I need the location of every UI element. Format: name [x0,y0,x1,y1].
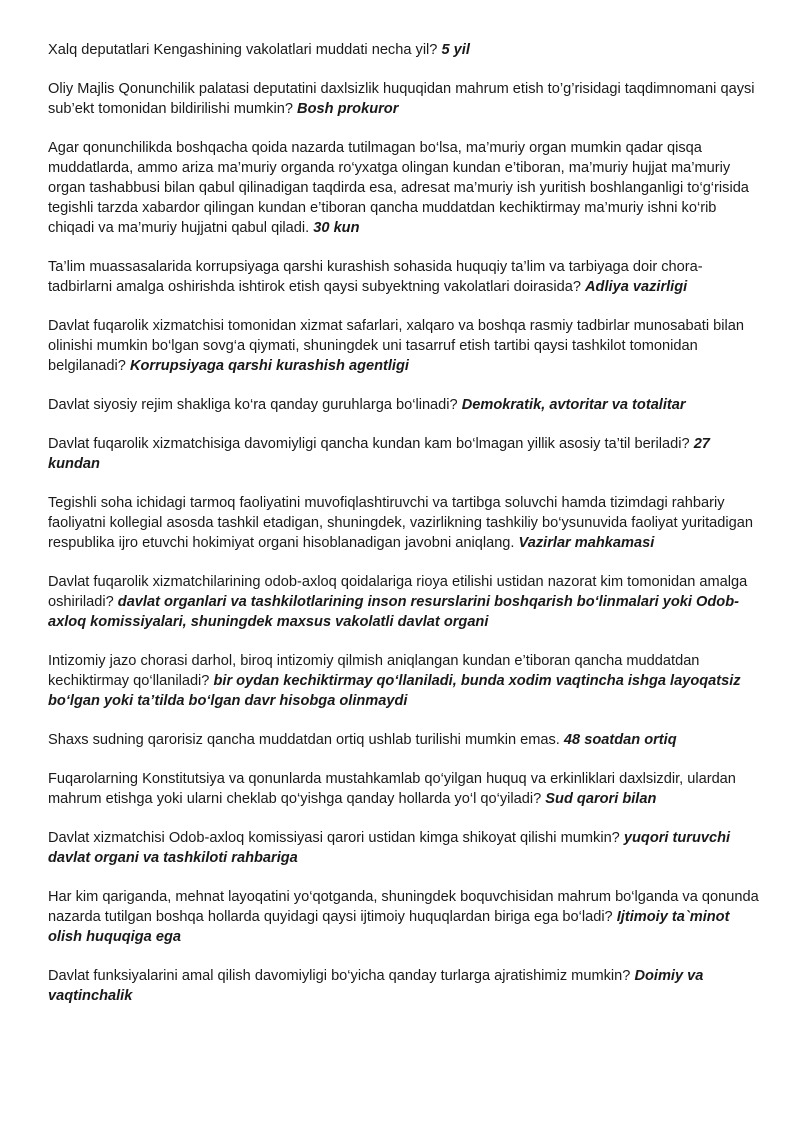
qa-item [48,966,760,1006]
answer-text: Vazirlar mahkamasi [518,535,655,551]
qa-item [48,138,760,238]
question-text: Oliy Majlis Qonunchilik palatasi deputatini daxlsizlik huquqidan mahrum etish to’g’risidagi taqdimnomani qaysi sub’ekt tomonidan bildirilishi mumkin? [48,81,755,117]
answer-text: bir oydan kechiktirmay qo‘llaniladi, bunda xodim vaqtincha ishga layoqatsiz bo‘lgan yoki ta’tilda bo‘lgan davr hisobga olinmaydi [48,673,741,709]
question-text: Davlat xizmatchisi Odob-axloq komissiyasi qarori ustidan kimga shikoyat qilishi mumkin? [48,830,620,846]
qa-item [48,828,760,868]
qa-item [48,395,760,415]
answer-text: davlat organlari va tashkilotlarining inson resurslarini boshqarish bo‘linmalari yoki Odob-axloq komissiyalari, shuningdek maxsus vakolatli davlat organi [48,594,739,630]
qa-item [48,79,760,119]
question-text: Xalq deputatlari Kengashining vakolatlari muddati necha yil? [48,42,438,58]
qa-item [48,651,760,711]
question-text: Tegishli soha ichidagi tarmoq faoliyatini muvofiqlashtiruvchi va tartibga soluvchi hamda tizimdagi rahbariy faoliyatni kollegial asosda tashkil etadigan, shuningdek, vazirlikning tashkiliy bo‘ysunuvida faoliyat yuritadigan respublika ijro etuvchi hokimiyat organi hisoblanadigan javobni aniqlang. [48,495,753,551]
answer-text: Bosh prokuror [297,101,399,117]
qa-item [48,769,760,809]
answer-text: Doimiy va vaqtinchalik [48,968,704,1004]
qa-item [48,887,760,947]
answer-text: 30 kun [313,220,360,236]
question-text: Shaxs sudning qarorisiz qancha muddatdan ortiq ushlab turilishi mumkin emas. [48,732,560,748]
qa-item [48,316,760,376]
question-text: Davlat siyosiy rejim shakliga ko‘ra qanday guruhlarga bo‘linadi? [48,397,458,413]
question-text: Davlat fuqarolik xizmatchilarining odob-axloq qoidalariga rioya etilishi ustidan nazorat kim tomonidan amalga oshiriladi? [48,574,748,610]
qa-item [48,434,760,474]
answer-text: 5 yil [441,42,470,58]
answer-text: Adliya vazirligi [585,279,688,295]
question-text: Davlat fuqarolik xizmatchisi tomonidan xizmat safarlari, xalqaro va boshqa rasmiy tadbirlar munosabati bilan olinishi mumkin bo‘lgan sovg‘a qiymati, shuningdek uni tasarruf etish tartibi qaysi tashkilot tomonidan belgilanadi? [48,318,744,374]
question-text: Davlat fuqarolik xizmatchisiga davomiyligi qancha kundan kam bo‘lmagan yillik asosiy ta’til beriladi? [48,436,690,452]
answer-text: 27 kundan [48,436,710,472]
question-text: Intizomiy jazo chorasi darhol, biroq intizomiy qilmish aniqlangan kundan e’tiboran qancha muddatdan kechiktirmay qo‘llaniladi? [48,653,700,689]
qa-item [48,572,760,632]
qa-item [48,257,760,297]
qa-item [48,493,760,553]
question-text: Davlat funksiyalarini amal qilish davomiyligi bo‘yicha qanday turlarga ajratishimiz mumkin? [48,968,631,984]
answer-text: Sud qarori bilan [545,791,657,807]
answer-text: Ijtimoiy ta`minot olish huquqiga ega [48,909,730,945]
answer-text: Korrupsiyaga qarshi kurashish agentligi [129,358,409,374]
question-text: Fuqarolarning Konstitutsiya va qonunlarda mustahkamlab qo‘yilgan huquq va erkinliklari daxlsizdir, ulardan mahrum etishga yoki ularni cheklab qo‘yishga qanday hollarda yo‘l qo‘yiladi? [48,771,736,807]
answer-text: 48 soatdan ortiq [563,732,677,748]
question-text: Ta’lim muassasalarida korrupsiyaga qarshi kurashish sohasida huquqiy ta’lim va tarbiyaga doir chora-tadbirlarni amalga oshirishda ishtirok etish qaysi subyektning vakolatlari doirasida? [48,259,703,295]
question-text: Har kim qariganda, mehnat layoqatini yo‘qotganda, shuningdek boquvchisidan mahrum bo‘lganda va qonunda nazarda tutilgan boshqa hollarda quyidagi qaysi ijtimoiy huquqlardan biriga ega bo‘ladi? [48,889,759,925]
qa-item [48,730,760,750]
answer-text: Demokratik, avtoritar va totalitar [461,397,686,413]
question-text: Agar qonunchilikda boshqacha qoida nazarda tutilmagan bo‘lsa, ma’muriy organ mumkin qadar qisqa muddatlarda, ammo ariza ma’muriy organda ro‘yxatga olingan kundan e’tiboran, ma’muriy hujjat ma’muriy organ tashabbusi bilan qabul qilinadigan taqdirda esa, adresat ma’muriy ish yuritish boshlanganligi to‘g‘risida tegishli tarzda xabardor qilingan kundan e’tiboran qancha muddatdan kechiktirmay ma’muriy ishni ko‘rib chiqadi va ma’muriy hujjatni qabul qiladi. [48,140,749,236]
answer-text: yuqori turuvchi davlat organi va tashkiloti rahbariga [48,830,731,866]
qa-item [48,40,760,60]
document-page [48,40,760,1025]
